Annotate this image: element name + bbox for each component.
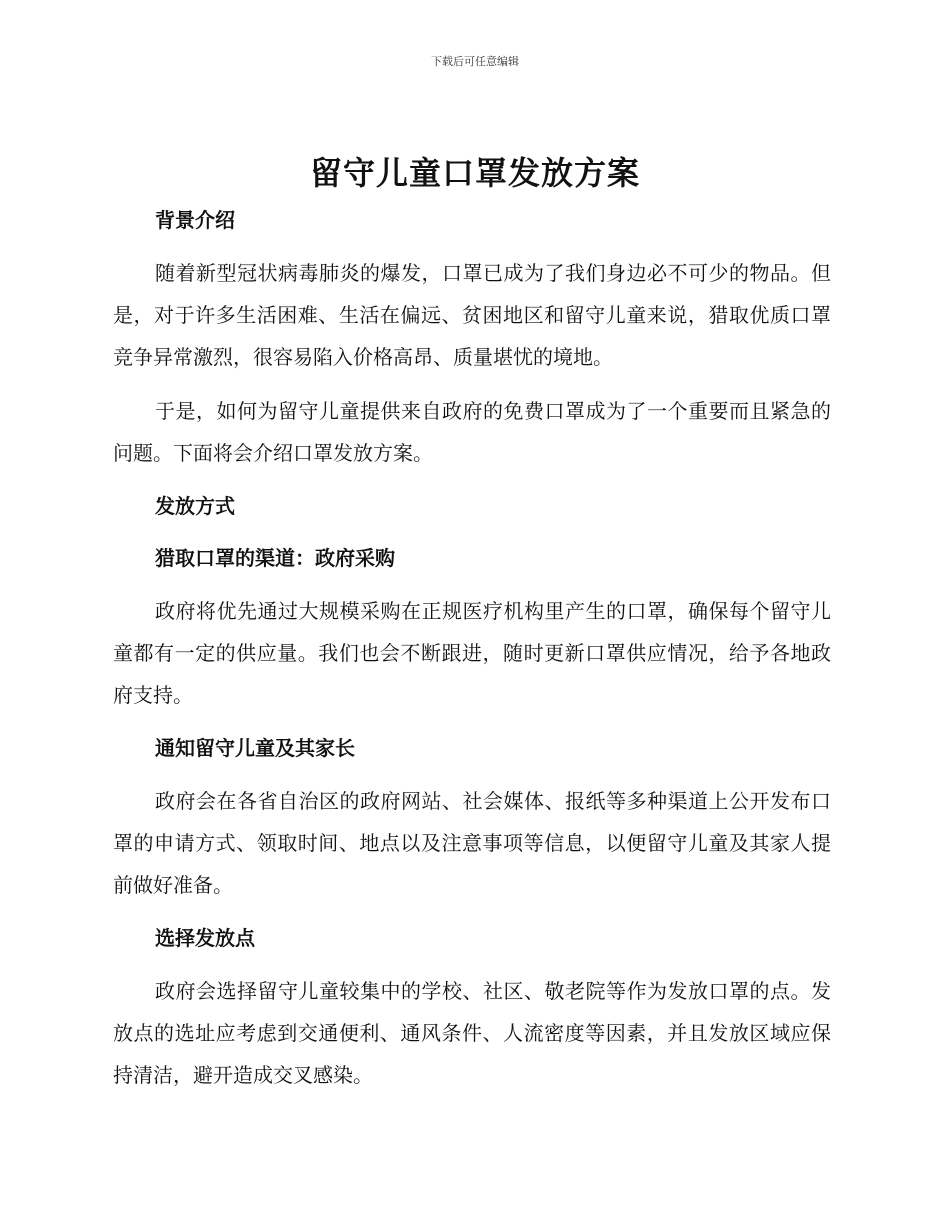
paragraph-background-2: 于是，如何为留守儿童提供来自政府的免费口罩成为了一个重要而且紧急的问题。下面将会介绍口罩发放方案。 xyxy=(113,399,831,465)
section-heading-channel: 猎取口罩的渠道：政府采购 xyxy=(155,546,395,570)
document-title: 留守儿童口罩发放方案 xyxy=(309,154,640,192)
section-heading-points: 选择发放点 xyxy=(155,926,255,950)
paragraph-background-1: 随着新型冠状病毒肺炎的爆发，口罩已成为了我们身边必不可少的物品。但是，对于许多生活困难、生活在偏远、贫困地区和留守儿童来说，猎取优质口罩竞争异常激烈，很容易陷入价格高昂、质量堪忧的境地。 xyxy=(113,261,831,369)
paragraph-channel: 政府将优先通过大规模采购在正规医疗机构里产生的口罩，确保每个留守儿童都有一定的供应量。我们也会不断跟进，随时更新口罩供应情况，给予各地政府支持。 xyxy=(113,599,831,707)
section-heading-notify: 通知留守儿童及其家长 xyxy=(155,736,355,760)
section-heading-distribution: 发放方式 xyxy=(155,494,235,518)
header-note: 下载后可任意编辑 xyxy=(431,55,519,68)
section-heading-background: 背景介绍 xyxy=(155,208,235,232)
paragraph-points: 政府会选择留守儿童较集中的学校、社区、敬老院等作为发放口罩的点。发放点的选址应考虑到交通便利、通风条件、人流密度等因素，并且发放区域应保持清洁，避开造成交叉感染。 xyxy=(113,979,831,1087)
document-body xyxy=(113,200,831,1096)
paragraph-notify: 政府会在各省自治区的政府网站、社会媒体、报纸等多种渠道上公开发布口罩的申请方式、领取时间、地点以及注意事项等信息，以便留守儿童及其家人提前做好准备。 xyxy=(113,789,831,897)
